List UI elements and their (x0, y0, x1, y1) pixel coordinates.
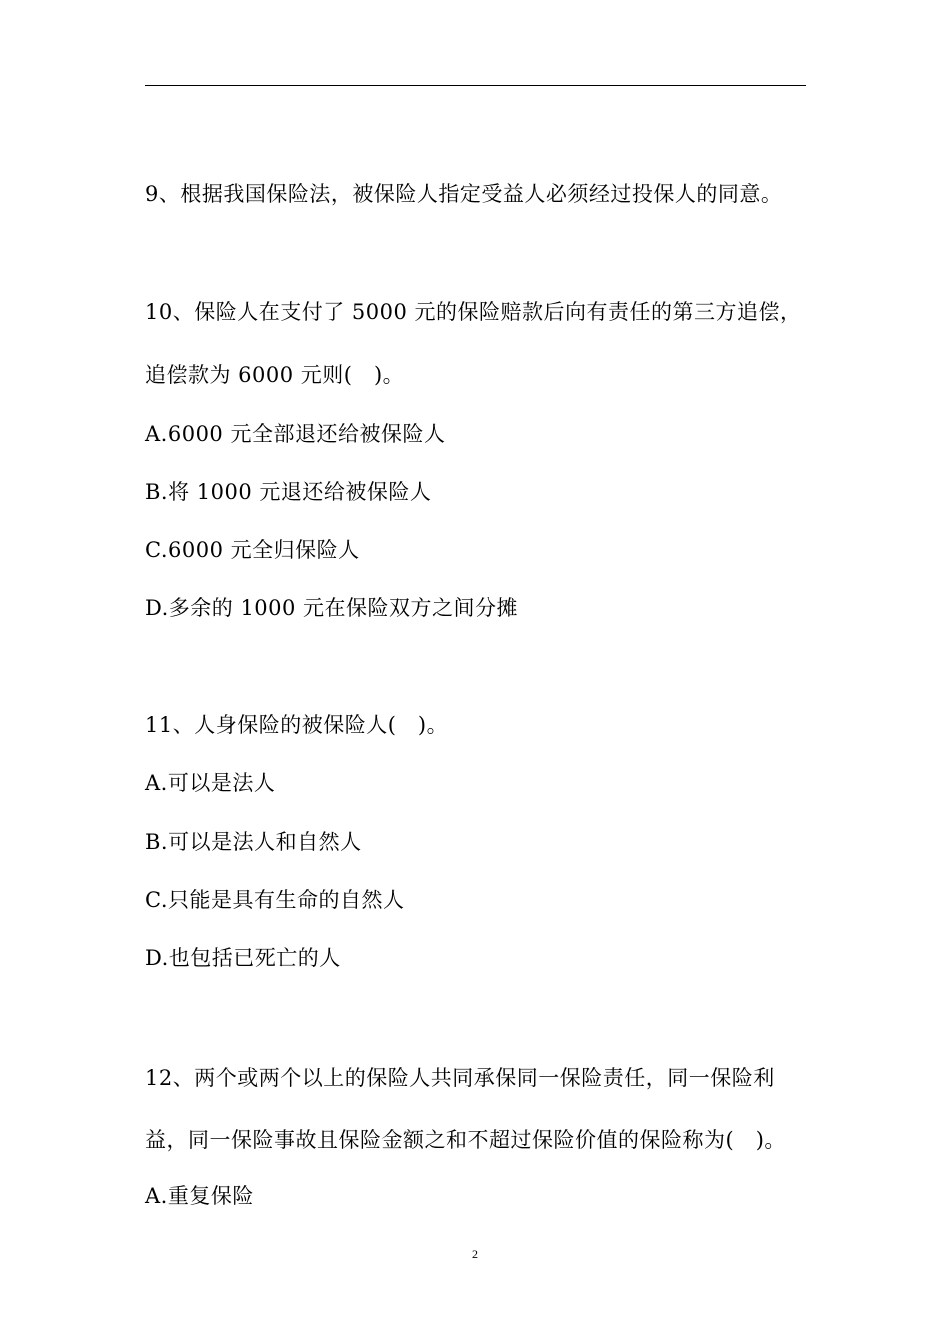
question-12-text-line-2: 益，同一保险事故且保险金额之和不超过保险价值的保险称为( )。 (145, 1128, 786, 1152)
question-11-text: 11、人身保险的被保险人( )。 (145, 713, 449, 737)
question-11-option-a: A.可以是法人 (145, 771, 276, 795)
question-10-option-c: C.6000 元全归保险人 (145, 538, 360, 562)
header-rule (145, 85, 806, 86)
question-12-option-a: A.重复保险 (145, 1184, 254, 1208)
question-10-option-b: B.将 1000 元退还给被保险人 (145, 480, 432, 504)
question-10-text-line-1: 10、保险人在支付了 5000 元的保险赔款后向有责任的第三方追偿， (145, 300, 802, 324)
question-11-option-b: B.可以是法人和自然人 (145, 830, 362, 854)
question-10-text-line-2: 追偿款为 6000 元则( )。 (145, 363, 405, 387)
question-11-option-c: C.只能是具有生命的自然人 (145, 888, 405, 912)
question-10-option-d: D.多余的 1000 元在保险双方之间分摊 (145, 596, 519, 620)
question-10-option-a: A.6000 元全部退还给被保险人 (145, 422, 446, 446)
page-number: 2 (472, 1247, 478, 1261)
question-11-option-d: D.也包括已死亡的人 (145, 946, 341, 970)
question-12-text-line-1: 12、两个或两个以上的保险人共同承保同一保险责任，同一保险利 (145, 1066, 775, 1090)
question-9-text: 9、根据我国保险法，被保险人指定受益人必须经过投保人的同意。 (145, 182, 783, 206)
